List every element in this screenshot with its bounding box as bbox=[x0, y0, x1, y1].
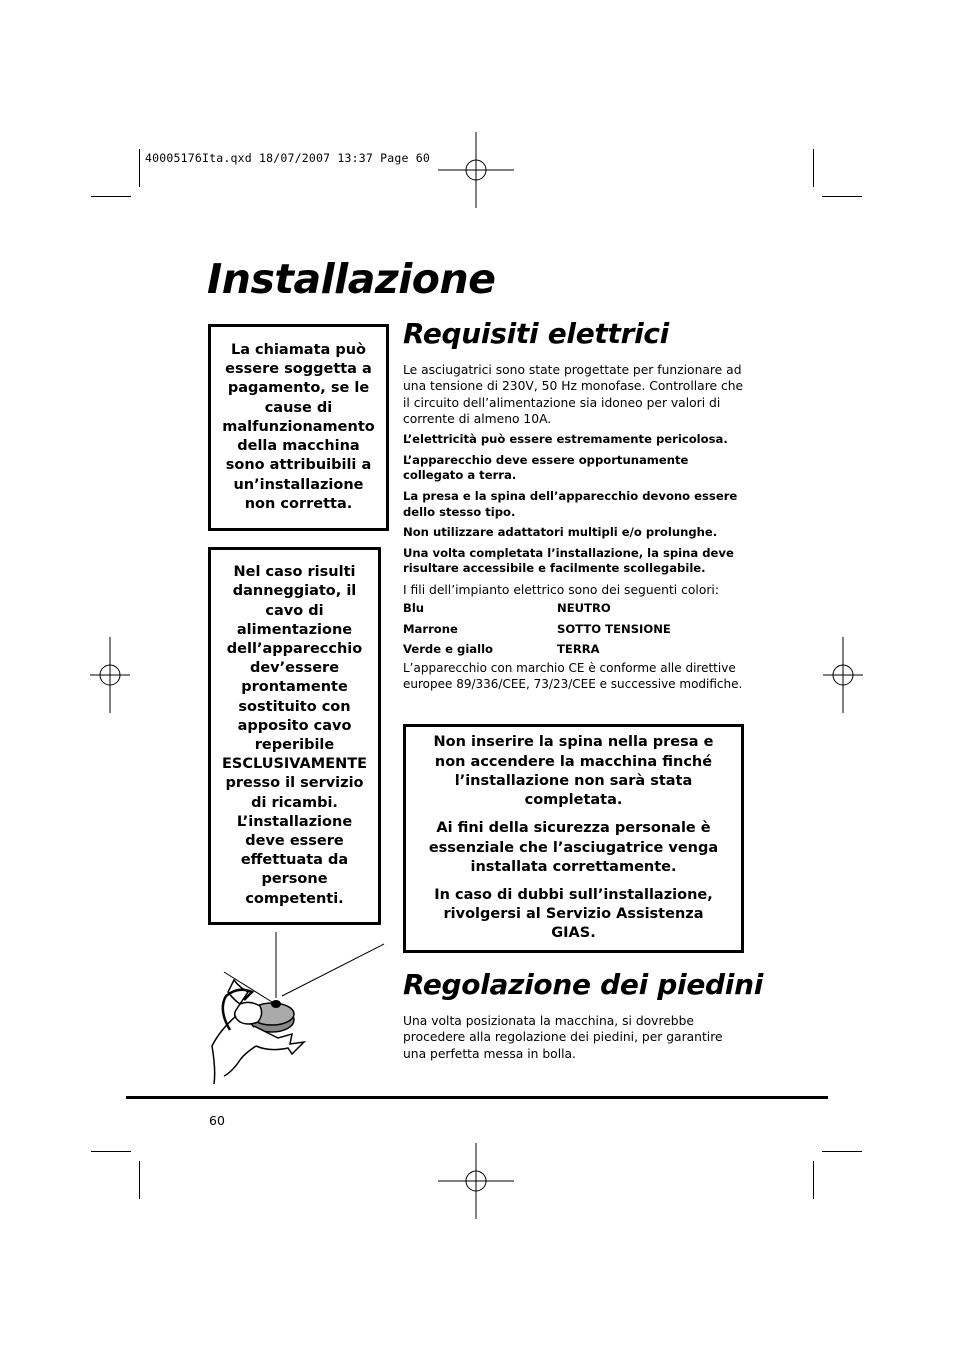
wire-row bbox=[403, 598, 748, 619]
electrical-intro: Le asciugatrici sono state progettate per funzionare ad una tensione di 230V, 50 Hz monofase. Controllare che il circuito dell’alimentazione sia idoneo per valori di corrente di almeno 10A. bbox=[403, 363, 744, 426]
print-slug: 40005176Ita.qxd 18/07/2007 13:37 Page 60 bbox=[145, 151, 430, 165]
wire-color: Marrone bbox=[403, 621, 458, 636]
page-number: 60 bbox=[209, 1113, 225, 1128]
safety-text: Non inserire la spina nella presa e non accendere la macchina finché l’installazione non sarà stata completata. bbox=[433, 734, 714, 809]
wire-role: TERRA bbox=[557, 642, 600, 657]
wire-role: NEUTRO bbox=[557, 601, 611, 616]
feet-heading: Regolazione dei piedini bbox=[403, 968, 764, 1001]
power-cable-notice bbox=[208, 547, 381, 925]
foot-adjustment-illustration bbox=[200, 930, 390, 1090]
safety-text: Ai fini della sicurezza personale è essenziale che l’asciugatrice venga installata correttamente. bbox=[428, 820, 719, 875]
electrical-heading: Requisiti elettrici bbox=[403, 317, 669, 350]
wire-row bbox=[403, 639, 748, 660]
electrical-warning: Una volta completata l’installazione, la spina deve risultare accessibile e facilmente scollegabile. bbox=[403, 545, 734, 576]
wire-color: Verde e giallo bbox=[403, 642, 494, 657]
feet-text: Una volta posizionata la macchina, si dovrebbe procedere alla regolazione dei piedini, per garantire una perfetta messa in bolla. bbox=[403, 1014, 723, 1061]
electrical-section bbox=[403, 362, 748, 697]
safety-text: In caso di dubbi sull’installazione, rivolgersi al Servizio Assistenza GIAS. bbox=[434, 886, 713, 942]
call-charge-text: La chiamata può essere soggetta a pagamento, se le cause di malfunzionamento della macchina sono attribuibili a un’installazione non corretta. bbox=[222, 342, 375, 512]
footer-rule bbox=[126, 1096, 828, 1099]
electrical-warning: La presa e la spina dell’apparecchio devono essere dello stesso tipo. bbox=[403, 488, 738, 519]
wire-row bbox=[403, 619, 748, 640]
wire-role: SOTTO TENSIONE bbox=[557, 621, 671, 636]
electrical-warning: L’elettricità può essere estremamente pericolosa. bbox=[403, 432, 728, 447]
wires-intro: I fili dell’impianto elettrico sono dei seguenti colori: bbox=[403, 582, 719, 597]
wire-color: Blu bbox=[403, 601, 425, 616]
electrical-warning: Non utilizzare adattatori multipli e/o prolunghe. bbox=[403, 525, 718, 540]
wire-colors-table bbox=[403, 598, 748, 660]
safety-notice bbox=[403, 724, 744, 953]
power-cable-text: Nel caso risulti danneggiato, il cavo di alimentazione dell’apparecchio dev’essere prontamente sostituito con apposito cavo reperibile ESCLUSIVAMENTE presso il servizio di ricambi. L’installazione deve essere effettuata da persone competenti. bbox=[221, 564, 368, 907]
page-title: Installazione bbox=[207, 255, 496, 303]
electrical-warning: L’apparecchio deve essere opportunamente collegato a terra. bbox=[403, 452, 689, 483]
ce-conformity: L’apparecchio con marchio CE è conforme alle direttive europee 89/336/CEE, 73/23/CEE e successive modifiche. bbox=[403, 660, 743, 691]
call-charge-notice bbox=[208, 324, 389, 531]
